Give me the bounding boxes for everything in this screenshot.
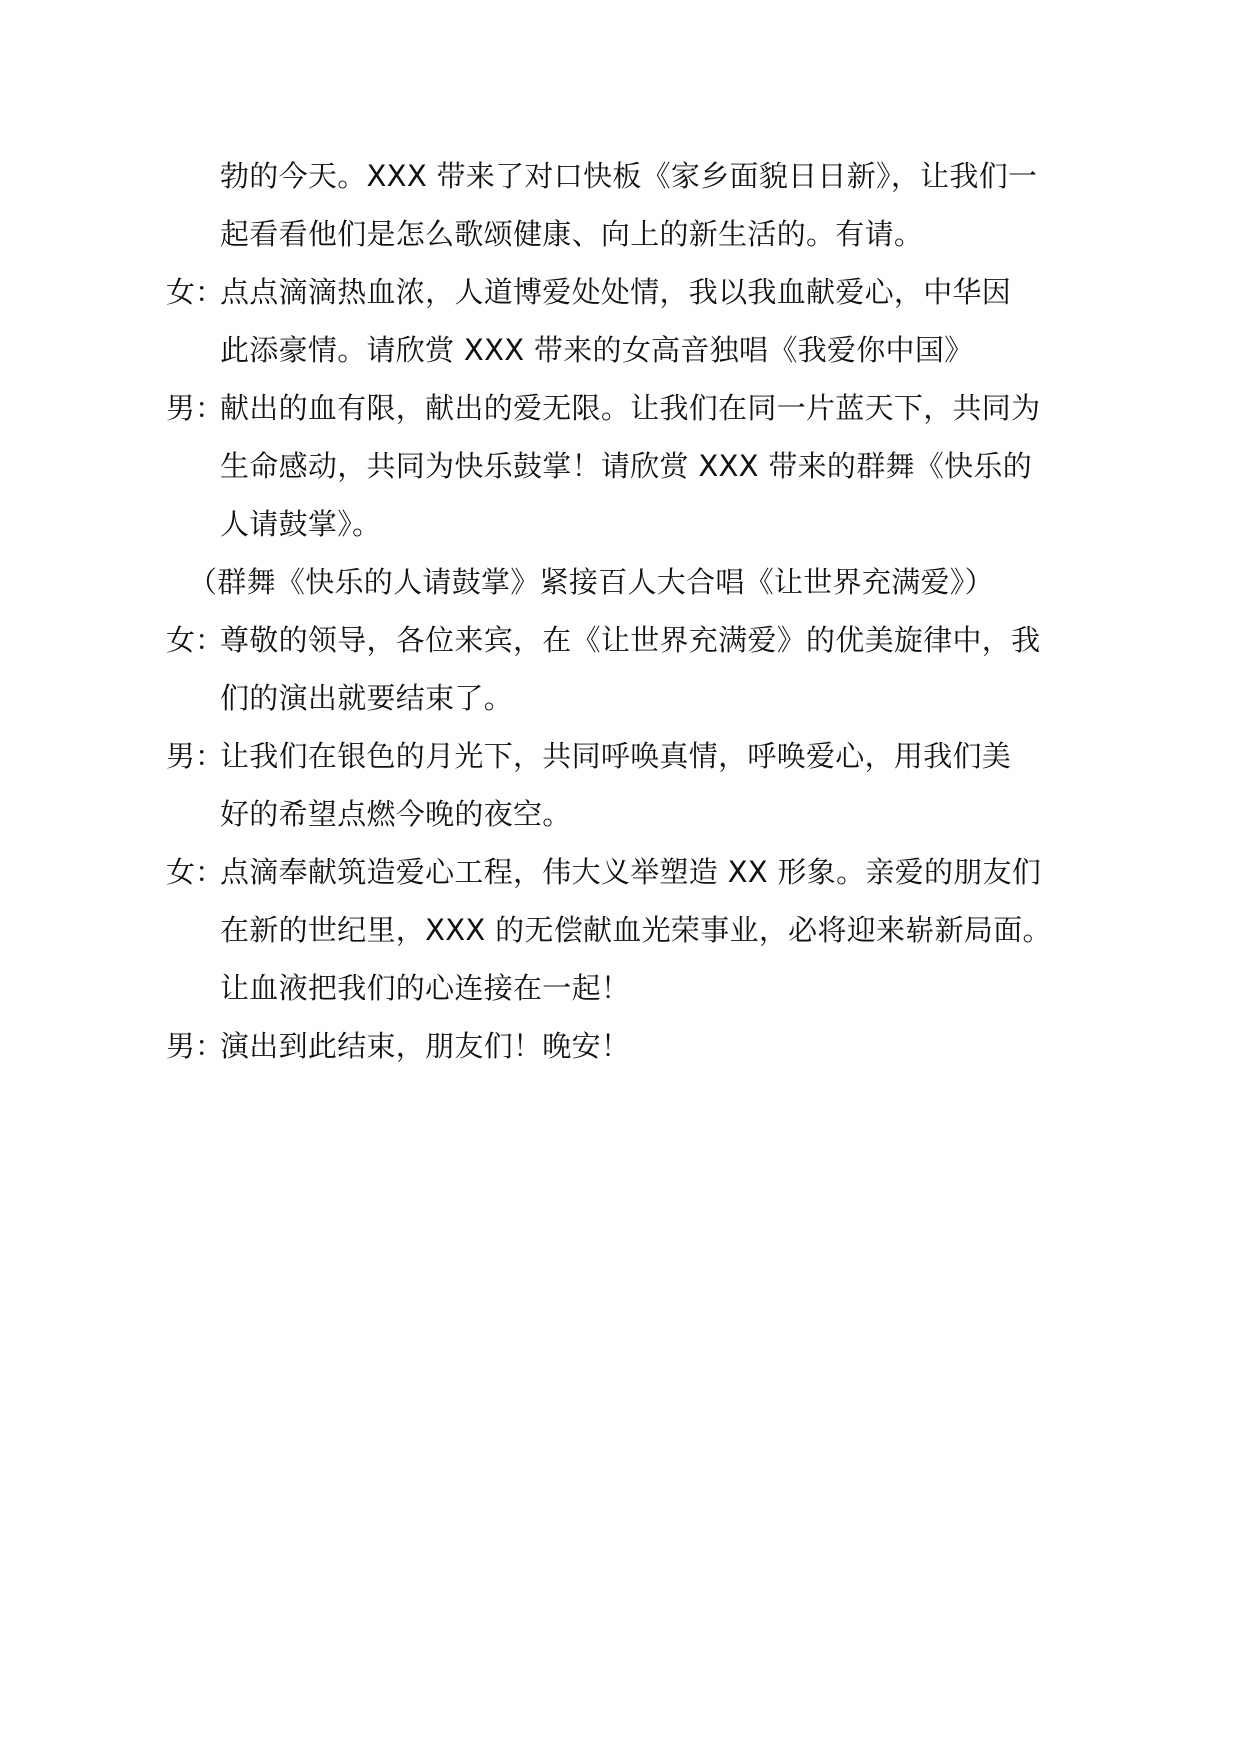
text-line: 点点滴滴热血浓，人道博爱处处情，我以我血献爱心，中华因	[220, 275, 1012, 309]
text-line: 演出到此结束，朋友们！晚安！	[220, 1029, 631, 1063]
speaker-label: 女：	[166, 275, 225, 309]
speaker-label: 男：	[166, 739, 225, 773]
text-line: 好的希望点燃今晚的夜空。	[220, 797, 572, 831]
text-line: 人请鼓掌》。	[220, 507, 382, 541]
text-line: 让血液把我们的心连接在一起！	[220, 971, 631, 1005]
text-line: 尊敬的领导，各位来宾，在《让世界充满爱》的优美旋律中，我	[220, 623, 1041, 657]
speaker-label: 男：	[166, 391, 225, 425]
speaker-label: 男：	[166, 1029, 225, 1063]
text-line: 起看看他们是怎么歌颂健康、向上的新生活的。有请。	[220, 217, 924, 251]
text-line: 点滴奉献筑造爱心工程，伟大义举塑造 XX 形象。亲爱的朋友们	[220, 855, 1042, 889]
text-line: 献出的血有限，献出的爱无限。让我们在同一片蓝天下，共同为	[220, 391, 1041, 425]
speaker-label: 女：	[166, 623, 225, 657]
stage-direction: （群舞《快乐的人请鼓掌》紧接百人大合唱《让世界充满爱》）	[188, 565, 994, 599]
text-line: 让我们在银色的月光下，共同呼唤真情，呼唤爱心，用我们美	[220, 739, 1012, 773]
speaker-label: 女：	[166, 855, 225, 889]
text-line: 们的演出就要结束了。	[220, 681, 514, 715]
text-line: 在新的世纪里，XXX 的无偿献血光荣事业，必将迎来崭新局面。	[220, 913, 1052, 947]
text-line: 生命感动，共同为快乐鼓掌！请欣赏 XXX 带来的群舞《快乐的	[220, 449, 1033, 483]
text-line: 此添豪情。请欣赏 XXX 带来的女高音独唱《我爱你中国》	[220, 333, 974, 367]
text-line: 勃的今天。XXX 带来了对口快板《家乡面貌日日新》，让我们一	[220, 159, 1038, 193]
